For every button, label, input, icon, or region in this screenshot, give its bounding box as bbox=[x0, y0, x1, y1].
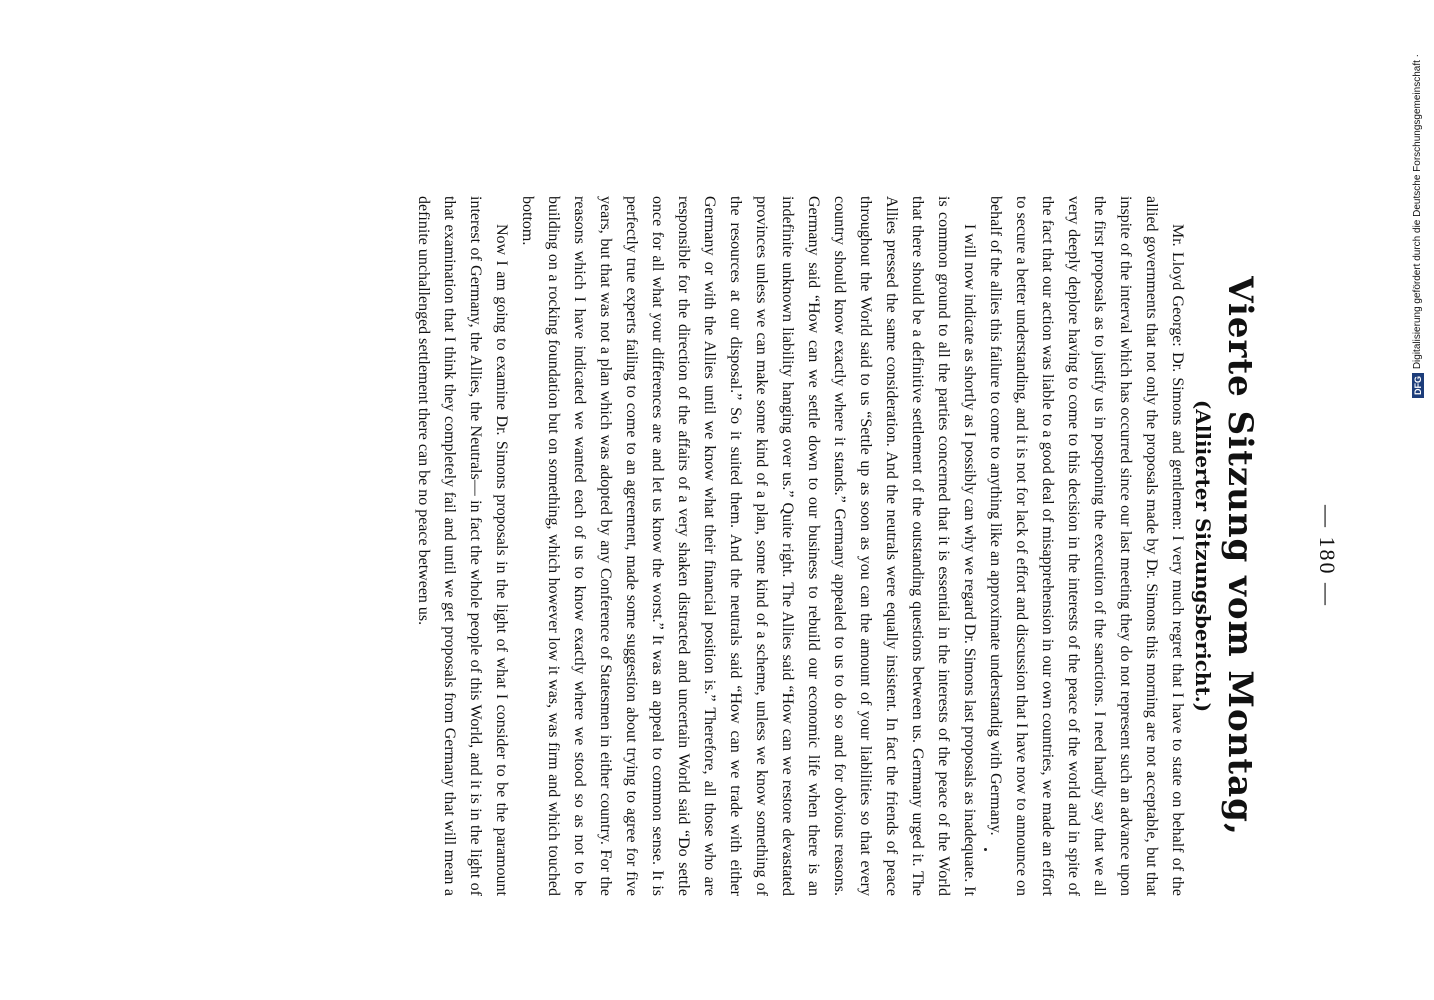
page-number: — 180 — bbox=[1315, 505, 1340, 607]
paragraph: I will now indicate as shortly as I possibly can why we regard Dr. Simons last proposals as inadequate. It is common ground to all the parties concerned that it is essential in the interests of the peace of the World that there should be a definitive settlement of the outstanding questions between us. Germany urged it. The Allies pressed the same consideration. And the neutrals were equally insistent. In fact the friends of peace throughout the World said to us “Settle up as soon as you can the amount of your liabilities so that every country should know exactly where it stands.” Germany appealed to us to do so and for obvious reasons. Germany said “How can we settle down to our business to rebuild our economic life when there is an indefinite unknown liability hanging over us.” Quite right. The Allies said “How can we restore devastated provinces unless we can make some kind of a plan, some kind of a scheme, unless we know something of the resources at our disposal.” So it suited them. And the neutrals said “How can we trade with either Germany or with the Allies until we know what their financial position is.” Therefore, all those who are responsible for the direction of the affairs of a very shaken distracted and uncertain World said “Do settle once for all what your differences are and let us know the worst.” It was an appeal to common sense. It is perfectly true experts failing to come to an agreement, made some suggestion about trying to agree for five years, but that was not a plan which was adopted by any Conference of Statesmen in either country. For the reasons which I have indicated we wanted each of us to know exactly where we stood so as not to be building on a rocking foundation but on something, which however low it was, was firm and which touched bottom. bbox=[519, 196, 978, 896]
credit-text: Digitalisierung gefördert durch die Deutsche Forschungsgemeinschaft · bbox=[1412, 53, 1424, 369]
paragraph: Now I am going to examine Dr. Simons proposals in the light of what I consider to be the paramount interest of Germany, the Allies, the Neutrals— in fact the whole people of this World, and it is in the light of that examination that I think they completely fail and until we get proposals from Germany that will mean a definite unchallenged settlement there can be no peace between us. bbox=[415, 196, 510, 896]
paragraph: Mr. Lloyd George: Dr. Simons and gentlemen: I very much regret that I have to state on behalf of the allied governments that not only the proposals made by Dr. Simons this morning are not acceptable, but that inspite of the interval which has occurred since our last meeting they do not represent such an advance upon the first proposals as to justify us in postponing the execution of the sanctions. I need hardly say that we all very deeply deplore having to come to this decision in the interests of the peace of the world and in spite of the fact that our action was liable to a good deal of misapprehension in our own countries, we made an effort to secure a better understanding, and it is not for lack of effort and discussion that I have now to announce on behalf of the allies this failure to come to anything like an approximate understandig with Germany. bbox=[987, 196, 1186, 896]
digitization-credit bbox=[1410, 8, 1426, 398]
body-text bbox=[410, 196, 1190, 896]
dfg-logo: DFG bbox=[1412, 373, 1424, 398]
document-page bbox=[40, 156, 1340, 956]
page-subtitle: (Alliierter Sitzungsbericht.) bbox=[1191, 399, 1215, 713]
scan-speck bbox=[984, 848, 987, 851]
page-title: Vierte Sitzung vom Montag, bbox=[1220, 276, 1260, 836]
